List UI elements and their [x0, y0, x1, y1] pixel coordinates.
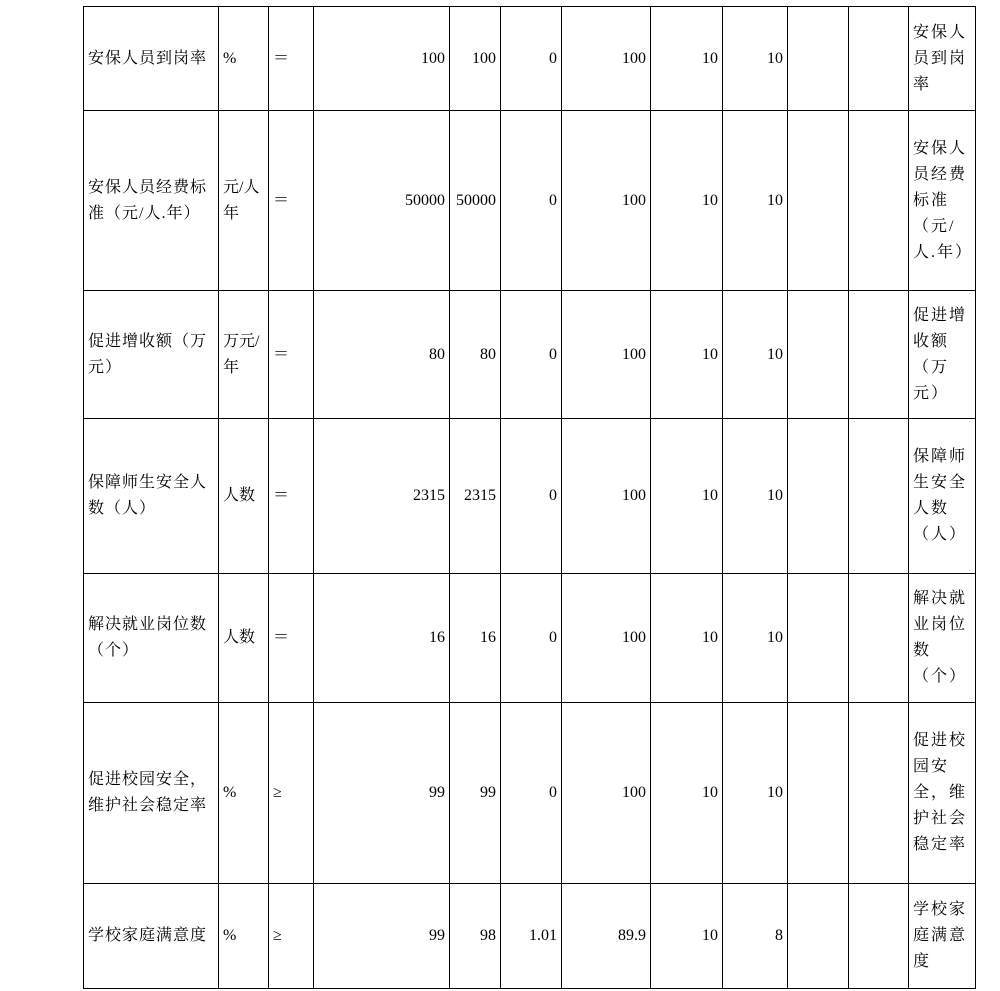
table-row [84, 7, 976, 111]
score-cell: 10 [723, 419, 788, 574]
score-cell: 8 [723, 884, 788, 989]
blank-cell [849, 7, 909, 111]
weight-cell: 10 [651, 111, 723, 291]
indicator-name-cell: 学校家庭满意度 [84, 884, 219, 989]
score-cell: 10 [723, 574, 788, 703]
operator-cell: ＝ [269, 111, 314, 291]
operator-cell: ＝ [269, 7, 314, 111]
unit-cell: 万元/年 [219, 291, 269, 419]
operator-cell: ≥ [269, 703, 314, 884]
target-value-cell: 50000 [314, 111, 450, 291]
completion-rate-cell: 89.9 [562, 884, 651, 989]
indicator-name-cell: 安保人员到岗率 [84, 7, 219, 111]
score-cell: 10 [723, 7, 788, 111]
blank-cell [849, 703, 909, 884]
unit-cell: 人数 [219, 574, 269, 703]
blank-cell [788, 291, 849, 419]
deviation-cell: 0 [501, 7, 562, 111]
operator-cell: ＝ [269, 574, 314, 703]
indicator-name-cell: 解决就业岗位数（个） [84, 574, 219, 703]
blank-cell [788, 111, 849, 291]
weight-cell: 10 [651, 7, 723, 111]
indicator-name-cell: 保障师生安全人数（人） [84, 419, 219, 574]
table-row [84, 703, 976, 884]
actual-value-cell: 16 [450, 574, 501, 703]
weight-cell: 10 [651, 703, 723, 884]
blank-cell [849, 291, 909, 419]
completion-rate-cell: 100 [562, 111, 651, 291]
unit-cell: % [219, 884, 269, 989]
deviation-cell: 0 [501, 111, 562, 291]
unit-cell: % [219, 703, 269, 884]
note-cell: 保障师生安全人数（人） [909, 419, 976, 574]
table-row [84, 291, 976, 419]
table-row [84, 884, 976, 989]
weight-cell: 10 [651, 419, 723, 574]
weight-cell: 10 [651, 574, 723, 703]
target-value-cell: 16 [314, 574, 450, 703]
blank-cell [849, 884, 909, 989]
indicator-name-cell: 促进校园安全，维护社会稳定率 [84, 703, 219, 884]
performance-indicator-table [83, 6, 976, 989]
score-cell: 10 [723, 703, 788, 884]
note-cell: 解决就业岗位数（个） [909, 574, 976, 703]
actual-value-cell: 80 [450, 291, 501, 419]
blank-cell [849, 419, 909, 574]
completion-rate-cell: 100 [562, 419, 651, 574]
operator-cell: ＝ [269, 291, 314, 419]
blank-cell [788, 419, 849, 574]
table-row [84, 419, 976, 574]
completion-rate-cell: 100 [562, 703, 651, 884]
target-value-cell: 2315 [314, 419, 450, 574]
target-value-cell: 100 [314, 7, 450, 111]
deviation-cell: 1.01 [501, 884, 562, 989]
completion-rate-cell: 100 [562, 291, 651, 419]
indicator-name-cell: 安保人员经费标准（元/人.年） [84, 111, 219, 291]
blank-cell [788, 574, 849, 703]
operator-cell: ＝ [269, 419, 314, 574]
actual-value-cell: 100 [450, 7, 501, 111]
completion-rate-cell: 100 [562, 7, 651, 111]
note-cell: 安保人员经费标准（元/人.年） [909, 111, 976, 291]
deviation-cell: 0 [501, 419, 562, 574]
target-value-cell: 99 [314, 884, 450, 989]
operator-cell: ≥ [269, 884, 314, 989]
blank-cell [788, 7, 849, 111]
blank-cell [849, 574, 909, 703]
target-value-cell: 80 [314, 291, 450, 419]
unit-cell: % [219, 7, 269, 111]
note-cell: 促进校园安全，维护社会稳定率 [909, 703, 976, 884]
table-row [84, 574, 976, 703]
actual-value-cell: 50000 [450, 111, 501, 291]
indicator-name-cell: 促进增收额（万元） [84, 291, 219, 419]
table-row [84, 111, 976, 291]
weight-cell: 10 [651, 884, 723, 989]
blank-cell [788, 884, 849, 989]
completion-rate-cell: 100 [562, 574, 651, 703]
note-cell: 促进增收额（万元） [909, 291, 976, 419]
unit-cell: 人数 [219, 419, 269, 574]
deviation-cell: 0 [501, 291, 562, 419]
blank-cell [788, 703, 849, 884]
note-cell: 安保人员到岗率 [909, 7, 976, 111]
table-body [84, 7, 976, 989]
note-cell: 学校家庭满意度 [909, 884, 976, 989]
actual-value-cell: 99 [450, 703, 501, 884]
score-cell: 10 [723, 111, 788, 291]
target-value-cell: 99 [314, 703, 450, 884]
actual-value-cell: 98 [450, 884, 501, 989]
deviation-cell: 0 [501, 703, 562, 884]
actual-value-cell: 2315 [450, 419, 501, 574]
blank-cell [849, 111, 909, 291]
deviation-cell: 0 [501, 574, 562, 703]
unit-cell: 元/人年 [219, 111, 269, 291]
score-cell: 10 [723, 291, 788, 419]
weight-cell: 10 [651, 291, 723, 419]
